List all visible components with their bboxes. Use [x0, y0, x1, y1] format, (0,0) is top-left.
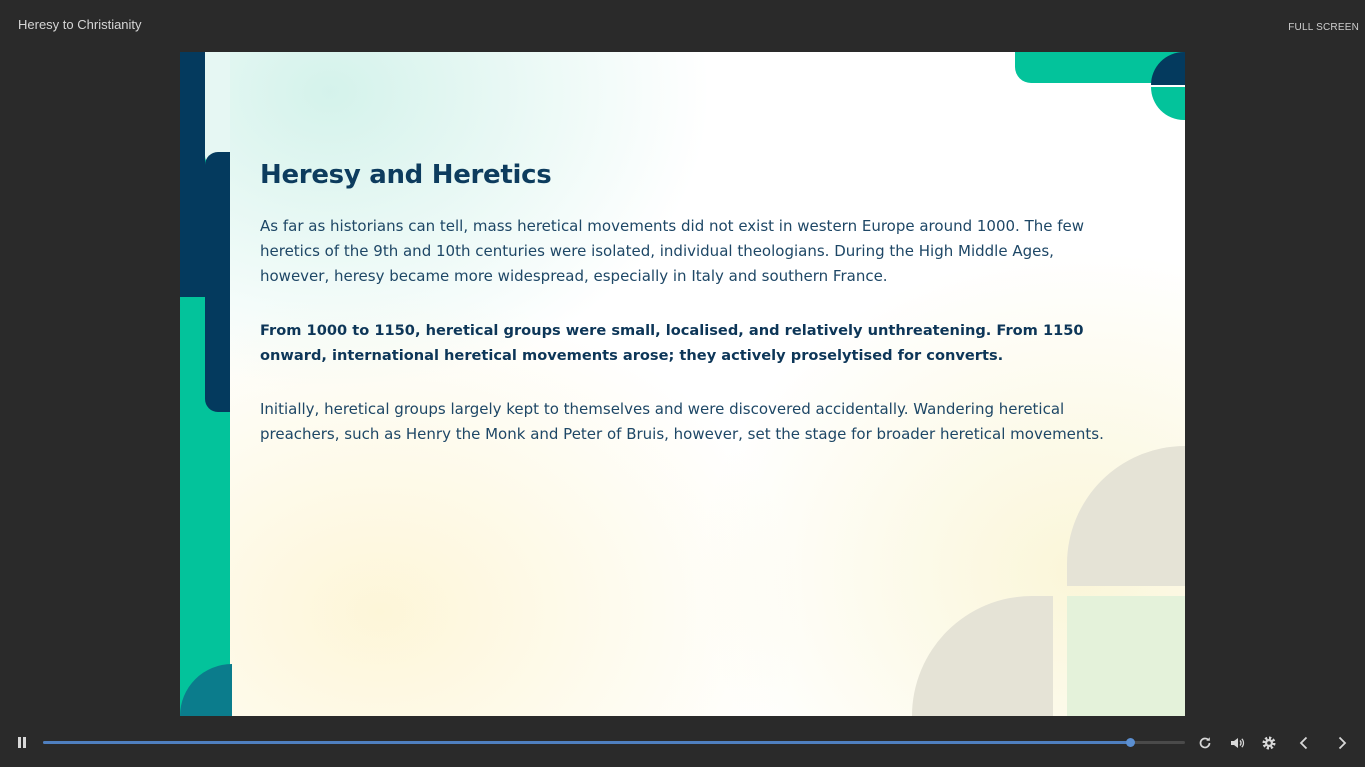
replay-icon[interactable] [1196, 734, 1214, 752]
slide-paragraph-emphasis: From 1000 to 1150, heretical groups were small, localised, and relatively unthreatening. From 1150 onward, international heretical movements arose; they actively proselytised for converts. [260, 322, 1084, 364]
decor-teal-pill [180, 297, 205, 716]
chevron-left-icon[interactable] [1295, 734, 1313, 752]
decor-notch [205, 52, 230, 168]
volume-icon[interactable] [1228, 734, 1246, 752]
seek-bar[interactable] [43, 741, 1185, 744]
player-controls [0, 728, 1365, 758]
decor-bottom-arc [912, 596, 1053, 716]
seek-bar-progress [43, 741, 1130, 744]
decor-bottom-right-square [1067, 596, 1185, 716]
chevron-right-icon[interactable] [1333, 734, 1351, 752]
slide-paragraph: Initially, heretical groups largely kept to themselves and were discovered accidentally. Wandering heretical preachers, such as Henry the Monk and Peter of Bruis, however, set the stage for broader heretical movements. [260, 400, 1104, 443]
decor-navy-pill [205, 152, 230, 412]
gear-icon[interactable] [1260, 734, 1278, 752]
decor-band-navy [180, 52, 205, 297]
decor-top-right-teal [1151, 87, 1185, 120]
slide-title: Heresy and Heretics [260, 160, 552, 190]
slide-content [260, 160, 1120, 476]
slide-paragraph: As far as historians can tell, mass heretical movements did not exist in western Europe around 1000. The few heretics of the 9th and 10th centuries were isolated, individual theologians. During the High Middle Ages, however, heresy became more widespread, especially in Italy and southern France. [260, 217, 1085, 285]
course-title: Heresy to Christianity [18, 17, 142, 32]
seek-handle[interactable] [1126, 738, 1135, 747]
player-top-bar [0, 0, 1365, 52]
slide-canvas [180, 52, 1185, 716]
fullscreen-button[interactable]: FULL SCREEN [1288, 22, 1359, 33]
pause-icon[interactable] [15, 736, 29, 750]
